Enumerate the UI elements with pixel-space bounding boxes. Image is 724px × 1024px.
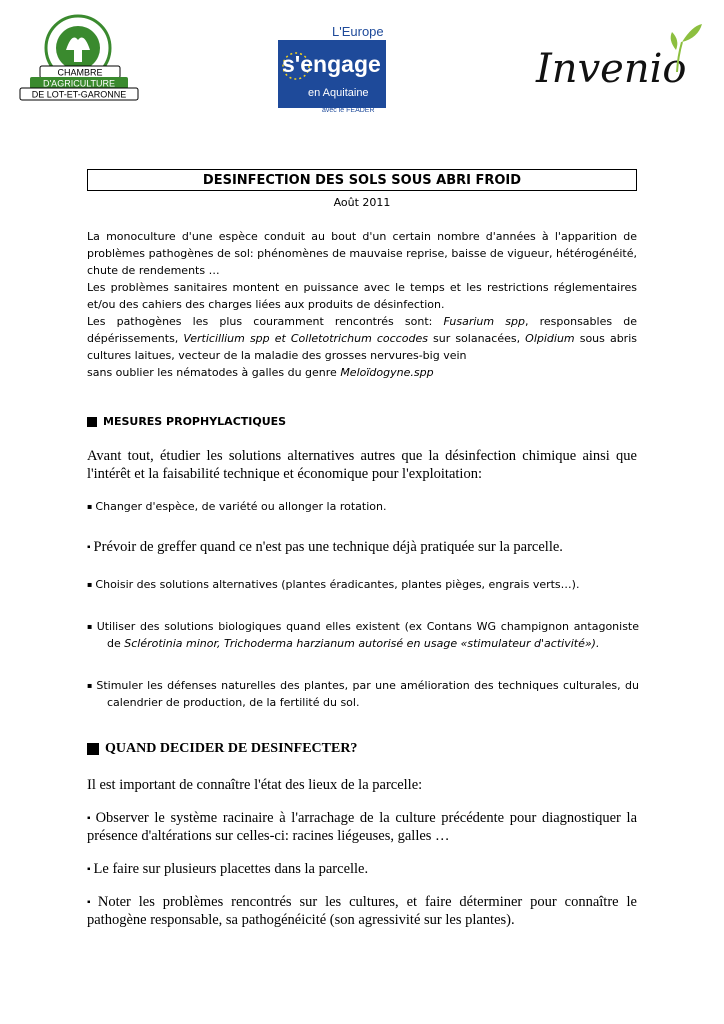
bullet-note-line-1 [87,893,637,911]
bullet-icon: ▪ [87,580,93,589]
section-prophylactic-title: MESURES PROPHYLACTIQUES [103,415,287,428]
document-date: Août 2011 [333,196,391,209]
intro-line-7c: sur solanacées, [427,332,526,345]
intro-line-7a: dépérissements, [87,332,184,345]
bullet-alternatives-text: Choisir des solutions alternatives (plantes éradicantes, plantes pièges, engrais verts…). [95,578,580,591]
intro-line-6a: Les pathogènes les plus couramment rencontrés sont: [87,315,444,328]
bullet-biological-text-1: Utiliser des solutions biologiques quand elles existent (ex Contans WG champignon antagoniste [96,620,640,633]
chambre-line-1: CHAMBRE [57,67,103,78]
intro-line-6 [87,313,637,330]
bullet-biological-line-1 [87,618,639,635]
bullet-icon: ▪ [87,864,91,875]
europe-line-3: en Aquitaine [308,87,369,99]
bullet-icon: ▪ [87,813,93,824]
heading-square-icon [87,417,97,427]
intro-verticillium: Verticillium spp et Colletotrichum coccodes [183,332,428,345]
section-when-heading [87,741,357,757]
bullet-several-plots [87,860,637,879]
intro-line-5: et/ou des cahiers des charges liées aux produits de désinfection. [87,298,445,311]
bullet-observe-roots [87,809,637,845]
bullet-defenses [87,677,639,711]
bullet-defenses-line-2: calendrier de production, de la fertilité du sol. [107,696,360,709]
bullet-several-plots-text: Le faire sur plusieurs placettes dans la parcelle. [93,861,369,877]
invenio-logo [532,22,704,102]
europe-line-4: avec le FEADER [322,107,375,114]
bullet-biological [87,618,639,652]
intro-line-3: chute de rendements … [87,264,220,277]
bullet-icon: ▪ [87,502,93,511]
bullet-change-species [87,498,639,515]
intro-line-2: problèmes pathogènes de sol: phénomènes de mauvaise reprise, baisse de vigueur, hétérogénéité, [87,247,637,260]
intro-line-8: cultures laitues, vecteur de la maladie des grosses nervures-big vein [87,349,467,362]
intro-paragraph [87,228,637,381]
bullet-icon: ▪ [87,681,94,690]
bullet-defenses-text-1: Stimuler les défenses naturelles des plantes, par une amélioration des techniques culturales, du [96,679,640,692]
bullet-alternatives [87,576,639,593]
bullet-biological-line-2 [87,635,639,652]
when-intro: Il est important de connaître l'état des lieux de la parcelle: [87,777,423,793]
section-when-title: QUAND DECIDER DE DESINFECTER? [105,741,358,756]
intro-line-4: Les problèmes sanitaires montent en puissance avec le temps et les restrictions réglementaires [87,281,637,294]
prophylactic-intro-line-2: l'intérêt et la faisabilité technique et économique pour l'exploitation: [87,466,482,482]
bullet-biological-text-2a: de [107,637,125,650]
bullet-observe-line-2: présence d'altérations sur celles-ci: racines liégeuses, galles … [87,828,450,844]
chambre-line-3: DE LOT-ET-GARONNE [31,89,127,100]
bullet-icon: ▪ [87,897,95,908]
bullet-note-line-2: pathogène responsable, sa pathogénéicité (son agressivité sur les plantes). [87,912,515,928]
bullet-icon: ▪ [87,622,94,631]
bullet-change-species-text: Changer d'espèce, de variété ou allonger la rotation. [95,500,387,513]
bullet-defenses-line-1 [87,677,639,694]
invenio-text: Invenio [536,46,687,92]
intro-line-9 [87,364,637,381]
prophylactic-intro [87,447,637,483]
europe-aquitaine-logo [262,22,388,114]
chambre-line-2: D'AGRICULTURE [42,78,116,89]
chambre-agriculture-logo [16,10,142,102]
section-prophylactic-heading [87,415,286,428]
intro-line-9a: sans oublier les nématodes à galles du genre [87,366,341,379]
bullet-grafting-text: Prévoir de greffer quand ce n'est pas une technique déjà pratiquée sur la parcelle. [93,539,563,555]
bullet-note-problems [87,893,637,929]
prophylactic-intro-line-1: Avant tout, étudier les solutions alternatives autres que la désinfection chimique ainsi que [87,448,637,464]
bullet-icon: ▪ [87,542,91,553]
intro-line-7e: sous abris [574,332,637,345]
intro-line-7 [87,330,637,347]
intro-line-1: La monoculture d'une espèce conduit au bout d'un certain nombre d'années à l'apparition de [87,230,637,243]
bullet-note-text-1: Noter les problèmes rencontrés sur les cultures, et faire déterminer pour connaître le [97,894,637,910]
intro-fusarium: Fusarium spp [443,315,525,328]
intro-olpidium: Olpidium [525,332,575,345]
europe-line-2: s'engage [282,51,381,77]
europe-line-1: L'Europe [332,24,384,39]
heading-square-icon [87,743,99,755]
document-title: DESINFECTION DES SOLS SOUS ABRI FROID [87,169,637,191]
bullet-observe-line-1 [87,809,637,827]
intro-meloidogyne: Meloïdogyne.spp [340,366,434,379]
bullet-biological-species: Sclérotinia minor, Trichoderma harzianum autorisé en usage «stimulateur d'activité»). [124,637,600,650]
bullet-grafting [87,538,637,557]
intro-line-6c: , responsables de [524,315,637,328]
bullet-observe-text-1: Observer le système racinaire à l'arrachage de la culture précédente pour diagnostiquer la [95,810,638,826]
